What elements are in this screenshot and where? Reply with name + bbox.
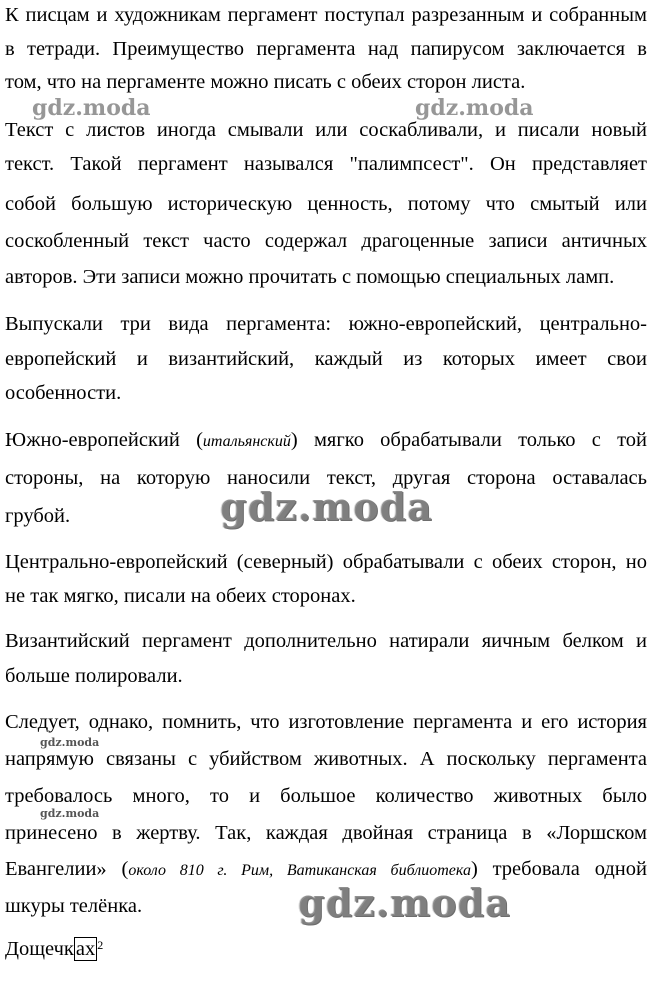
paragraph-7-line-2: напрямую связаны с убийством животных. А поскольку пергамента (5, 748, 647, 770)
p4-italic-note: итальянский (202, 433, 291, 450)
paragraph-2-line-3: собой большую историческую ценность, потому что смытый или (5, 193, 647, 215)
watermark-logo: gdz.moda (32, 95, 151, 121)
paragraph-3-line-3: особенности. (5, 382, 122, 404)
p4-text-a: Южно-европейский ( (5, 429, 203, 451)
paragraph-2-line-4: соскобленный текст часто содержал драгоценные записи античных (5, 230, 647, 252)
watermark-logo: gdz.moda (220, 484, 433, 529)
paragraph-6-line-1: Византийский пергамент дополнительно натирали яичным белком и (5, 630, 647, 652)
heading-text: Дощечк (5, 938, 74, 960)
paragraph-4-line-2: стороны, на которую наносили текст, другая сторона оставалась (5, 467, 647, 489)
heading-footnote-mark: 2 (97, 938, 104, 952)
paragraph-1-line-1: К писцам и художникам пергамент поступал разрезанным и собранным (5, 4, 647, 26)
paragraph-5-line-1: Центрально-европейский (северный) обрабатывали с обеих сторон, но (5, 551, 647, 573)
paragraph-2-line-1: Текст с листов иногда смывали или соскабливали, и писали новый (5, 119, 647, 141)
paragraph-7-line-1: Следует, однако, помнить, что изготовление пергамента и его история (5, 711, 647, 733)
p7-text-a: Евангелии» ( (5, 858, 129, 880)
p7-text-b: ) требовала одной (470, 858, 647, 880)
paragraph-4-line-3: грубой. (5, 505, 71, 527)
watermark-logo: gdz.moda (40, 736, 100, 749)
paragraph-7-line-4: принесено в жертву. Так, каждая двойная страница в «Лоршском (5, 822, 647, 844)
paragraph-5-line-2: не так мягко, писали на обеих сторонах. (5, 585, 356, 607)
paragraph-7-line-5 (5, 857, 647, 883)
paragraph-7-line-6: шкуры телёнка. (5, 895, 143, 917)
p7-italic-note: около 810 г. Рим, Ватиканская библиотека (128, 862, 471, 879)
p4-text-b: ) мягко обрабатывали только с той (290, 429, 647, 451)
heading-boxed-text: ах (75, 938, 96, 960)
paragraph-1-line-3: том, что на пергаменте можно писать с обеих сторон листа. (5, 71, 526, 93)
paragraph-3-line-1: Выпускали три вида пергамента: южно-европейский, центрально- (5, 313, 647, 335)
watermark-logo: gdz.moda (298, 880, 511, 925)
paragraph-4-line-1 (5, 428, 647, 454)
watermark-logo: gdz.moda (415, 95, 534, 121)
paragraph-7-line-3: требовалось много, то и большое количество животных было (5, 785, 647, 807)
section-heading (5, 937, 647, 961)
paragraph-2-line-5: авторов. Эти записи можно прочитать с помощью специальных ламп. (5, 266, 615, 288)
paragraph-1-line-2: в тетради. Преимущество пергамента над папирусом заключается в (5, 38, 647, 60)
watermark-logo: gdz.moda (40, 807, 100, 820)
paragraph-2-line-2: текст. Такой пергамент назывался "палимпсест". Он представляет (5, 153, 647, 175)
paragraph-3-line-2: европейский и византийский, каждый из которых имеет свои (5, 348, 647, 370)
paragraph-6-line-2: больше полировали. (5, 665, 183, 687)
